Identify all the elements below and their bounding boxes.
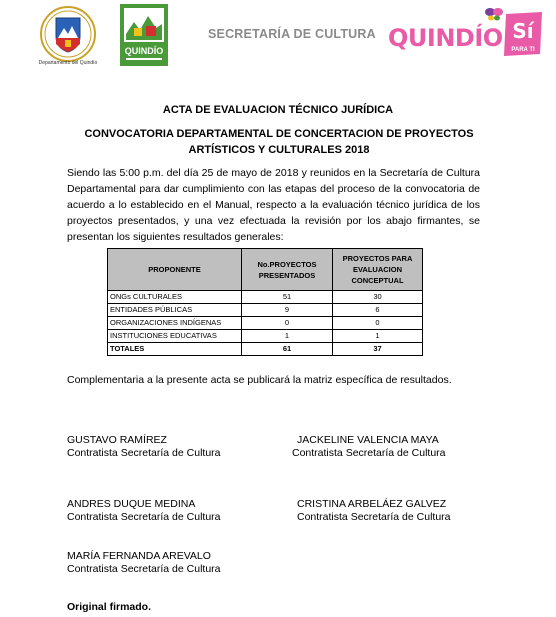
signatory-name: GUSTAVO RAMÍREZ [67,434,167,446]
header-proponente: PROPONENTE [108,249,242,291]
row-presentados: 51 [242,291,333,304]
brand-para-ti-text: PARA TI [511,47,535,53]
signatory-block [67,434,221,460]
signatory-block [67,498,221,524]
table-row [108,291,423,304]
department-caption: Departamento del Quindío [38,60,98,66]
header-evaluacion: PROYECTOS PARA EVALUACION CONCEPTUAL [333,249,423,291]
total-label: TOTALES [108,343,242,356]
secretaria-heading: SECRETARÍA DE CULTURA [208,27,376,41]
signatory-role: Contratista Secretaría de Cultura [292,447,446,459]
table-row [108,317,423,330]
brand-si-text: Sí [512,19,534,43]
table-header-row [108,249,423,291]
row-proponente: ONGs CULTURALES [108,291,242,304]
table-row [108,304,423,317]
quindio-si-para-ti-logo [388,6,548,64]
row-presentados: 1 [242,330,333,343]
intro-paragraph: Siendo las 5:00 p.m. del día 25 de mayo de 2018 y reunidos en la Secretaría de Cultura Departamental para dar cumplimiento con las etapas del proceso de la convocatoria de acuerdo a lo establecido en el Manual, respecto a la evaluación técnico jurídica de los proyectos presentados, y una vez efectuada la revisión por los abajo firmantes, se presentan los siguientes resultados generales: [67,167,480,243]
row-presentados: 0 [242,317,333,330]
row-evaluacion: 30 [333,291,423,304]
document-subtitle: CONVOCATORIA DEPARTAMENTAL DE CONCERTACION DE PROYECTOS ARTÍSTICOS Y CULTURALES 2018 [84,128,474,156]
document-title: ACTA DE EVALUACION TÉCNICO JURÍDICA [162,104,394,116]
table-row [108,330,423,343]
row-presentados: 9 [242,304,333,317]
quindio-logo-text: QUINDÍO [124,46,164,56]
complement-note: Complementaria a la presente acta se publicará la matriz específica de resultados. [67,374,452,386]
row-evaluacion: 1 [333,330,423,343]
row-proponente: ENTIDADES PÚBLICAS [108,304,242,317]
signatory-role: Contratista Secretaría de Cultura [297,511,451,523]
results-table [107,248,423,356]
signatory-role: Contratista Secretaría de Cultura [67,447,221,459]
signatory-block [67,550,221,576]
butterfly-icon [484,6,504,22]
total-presentados: 61 [242,343,333,356]
row-proponente: ORGANIZACIONES INDÍGENAS [108,317,242,330]
signatory-name: ANDRES DUQUE MEDINA [67,498,196,510]
signatory-name: CRISTINA ARBELÁEZ GALVEZ [297,498,447,510]
brand-text: QUINDÍO [388,24,503,52]
header-presentados: No.PROYECTOS PRESENTADOS [242,249,333,291]
row-evaluacion: 0 [333,317,423,330]
signatory-name: MARÍA FERNANDA AREVALO [67,550,211,562]
document-header [0,0,556,76]
total-evaluacion: 37 [333,343,423,356]
row-evaluacion: 6 [333,304,423,317]
signatory-block [297,498,451,524]
row-proponente: INSTITUCIONES EDUCATIVAS [108,330,242,343]
signatory-role: Contratista Secretaría de Cultura [67,563,221,575]
signatory-role: Contratista Secretaría de Cultura [67,511,221,523]
signatory-name: JACKELINE VALENCIA MAYA [297,434,439,446]
signatory-block [292,434,446,460]
quindio-logo [120,4,168,66]
original-signed-note: Original firmado. [67,601,152,613]
brand-si-badge [502,10,544,58]
table-total-row [108,343,423,356]
